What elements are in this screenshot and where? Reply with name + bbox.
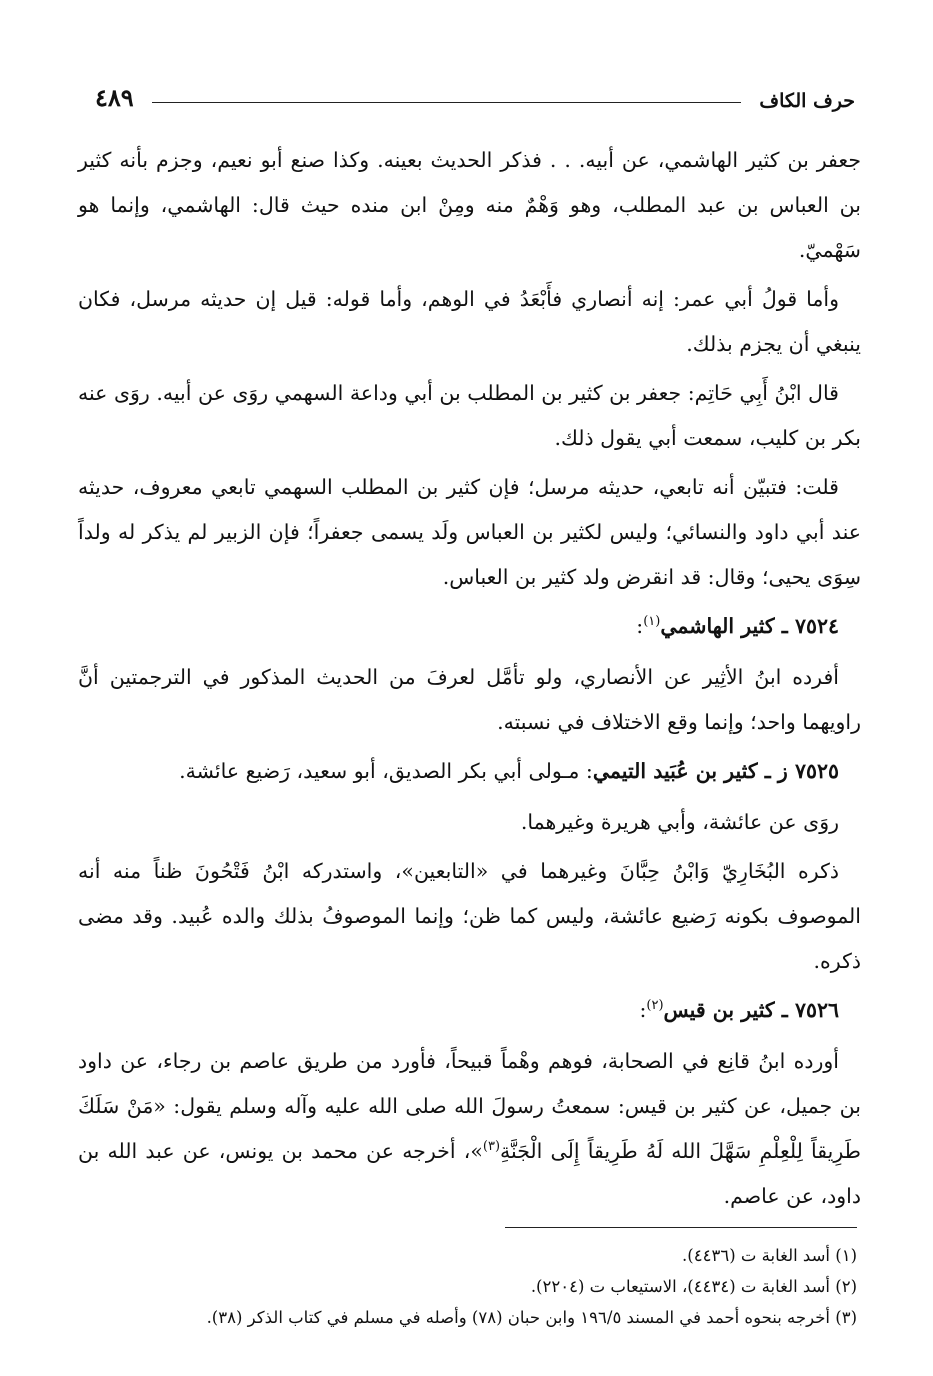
footnotes (78, 1240, 857, 1333)
entry-colon: : (639, 998, 647, 1022)
running-head: حرف الكاف (759, 90, 855, 112)
entry-separator: ـ (774, 614, 795, 638)
paragraph: قلت: فتبيّن أنه تابعي، حديثه مرسل؛ فإن كثير بن المطلب السهمي تابعي معروف، حديثه عند أبي داود والنسائي؛ وليس لكثير بن العباس ولَد يسمى جعفراً؛ فإن الزبير لم يذكر له ولداً سِوَى يحيى؛ وقال: قد انقرض ولد كثير بن العباس. (78, 475, 861, 589)
entry-colon: : (585, 759, 593, 783)
entry-title: كثير الهاشمي (660, 614, 775, 638)
paragraph: قال ابْنُ أَبِي حَاتِم: جعفر بن كثير بن المطلب بن أبي وداعة السهمي روَى عن أبيه. روَى عنه بكر بن كليب، سمعت أبي يقول ذلك. (78, 381, 861, 450)
entry-heading-7526 (78, 988, 861, 1033)
header-rule (152, 102, 742, 103)
entry-title: كثير بن عُبَيد التيمي (592, 759, 758, 783)
entry-colon: : (636, 614, 644, 638)
entry-heading-7525 (78, 749, 861, 794)
footnote: (٣) أخرجه بنحوه أحمد في المسند ١٩٦/٥ وابن حبان (٧٨) وأصله في مسلم في كتاب الذكر (٣٨). (206, 1308, 857, 1327)
main-text (78, 138, 861, 1223)
entry-description: مـولى أبي بكر الصديق، أبو سعيد، رَضيع عائشة. (179, 759, 586, 783)
entry-title: كثير بن قيس (663, 998, 775, 1022)
entry-prefix: ز ـ (757, 759, 795, 783)
page-header (95, 72, 855, 112)
entry-number: ٧٥٢٥ (794, 759, 839, 783)
entry-text: أفرده ابنُ الأثِير عن الأنصاري، ولو تأمَّل لعرفَ من الحديث المذكور في الترجمتين أنَّ راويهما واحد؛ وإنما وقع الاختلاف في نسبته. (78, 665, 861, 734)
entry-text-part: أورده ابنُ قانِع في الصحابة، فوهم وهْماً قبيحاً، فأورد من طريق عاصم بن رجاء، عن داود بن جميل، عن كثير بن قيس: سمعتُ رسولَ الله صلى الله عليه وآله وسلم يقول: «مَنْ سَلَكَ طَرِيقاً لِلْعِلْمِ سَهَّلَ الله لَهُ طَرِيقاً إِلَى الْجَنَّةِ (78, 1049, 861, 1163)
page-number: ٤٨٩ (95, 83, 134, 112)
entry-text-part: »، أخرجه عن محمد بن يونس، عن عبد الله بن داود، عن عاصم. (78, 1139, 861, 1208)
footnote: (٢) أسد الغابة ت (٤٤٣٤)، الاستيعاب ت (٢٢٠٤). (530, 1277, 857, 1296)
entry-heading-7524 (78, 604, 861, 649)
footnote: (١) أسد الغابة ت (٤٤٣٦). (682, 1246, 857, 1265)
footnote-marker: (١) (643, 614, 661, 630)
footnote-marker: (٣) (482, 1139, 501, 1155)
footnote-marker: (٢) (646, 998, 664, 1014)
entry-text: روَى عن عائشة، وأبي هريرة وغيرهما. (520, 810, 839, 834)
entry-number: ٧٥٢٦ (794, 998, 839, 1022)
entry-separator: ـ (774, 998, 795, 1022)
entry-number: ٧٥٢٤ (794, 614, 839, 638)
paragraph: جعفر بن كثير الهاشمي، عن أبيه. . . فذكر الحديث بعينه. وكذا صنع أبو نعيم، وجزم بأنه كثير بن العباس بن عبد المطلب، وهو وَهْمٌ منه ومِنْ ابن منده حيث قال: الهاشمي، وإنما هو سَهْميّ. (78, 148, 861, 262)
entry-text: ذكره البُخَارِيّ وَابْنُ حِبَّانَ وغيرهما في «التابعين»، واستدركه ابْنُ فَتْحُونَ ظناً منه أنه الموصوف بكونه رَضيع عائشة، وليس كما ظن؛ وإنما الموصوفُ بذلك والده عُبيد. وقد مضى ذكره. (78, 859, 861, 973)
entry-text (78, 1039, 861, 1219)
paragraph: وأما قولُ أبي عمر: إنه أنصاري فأَبْعَدُ في الوهم، وأما قوله: قيل إن حديثه مرسل، فكان ينبغي أن يجزم بذلك. (78, 287, 861, 356)
footnote-rule (505, 1227, 857, 1228)
